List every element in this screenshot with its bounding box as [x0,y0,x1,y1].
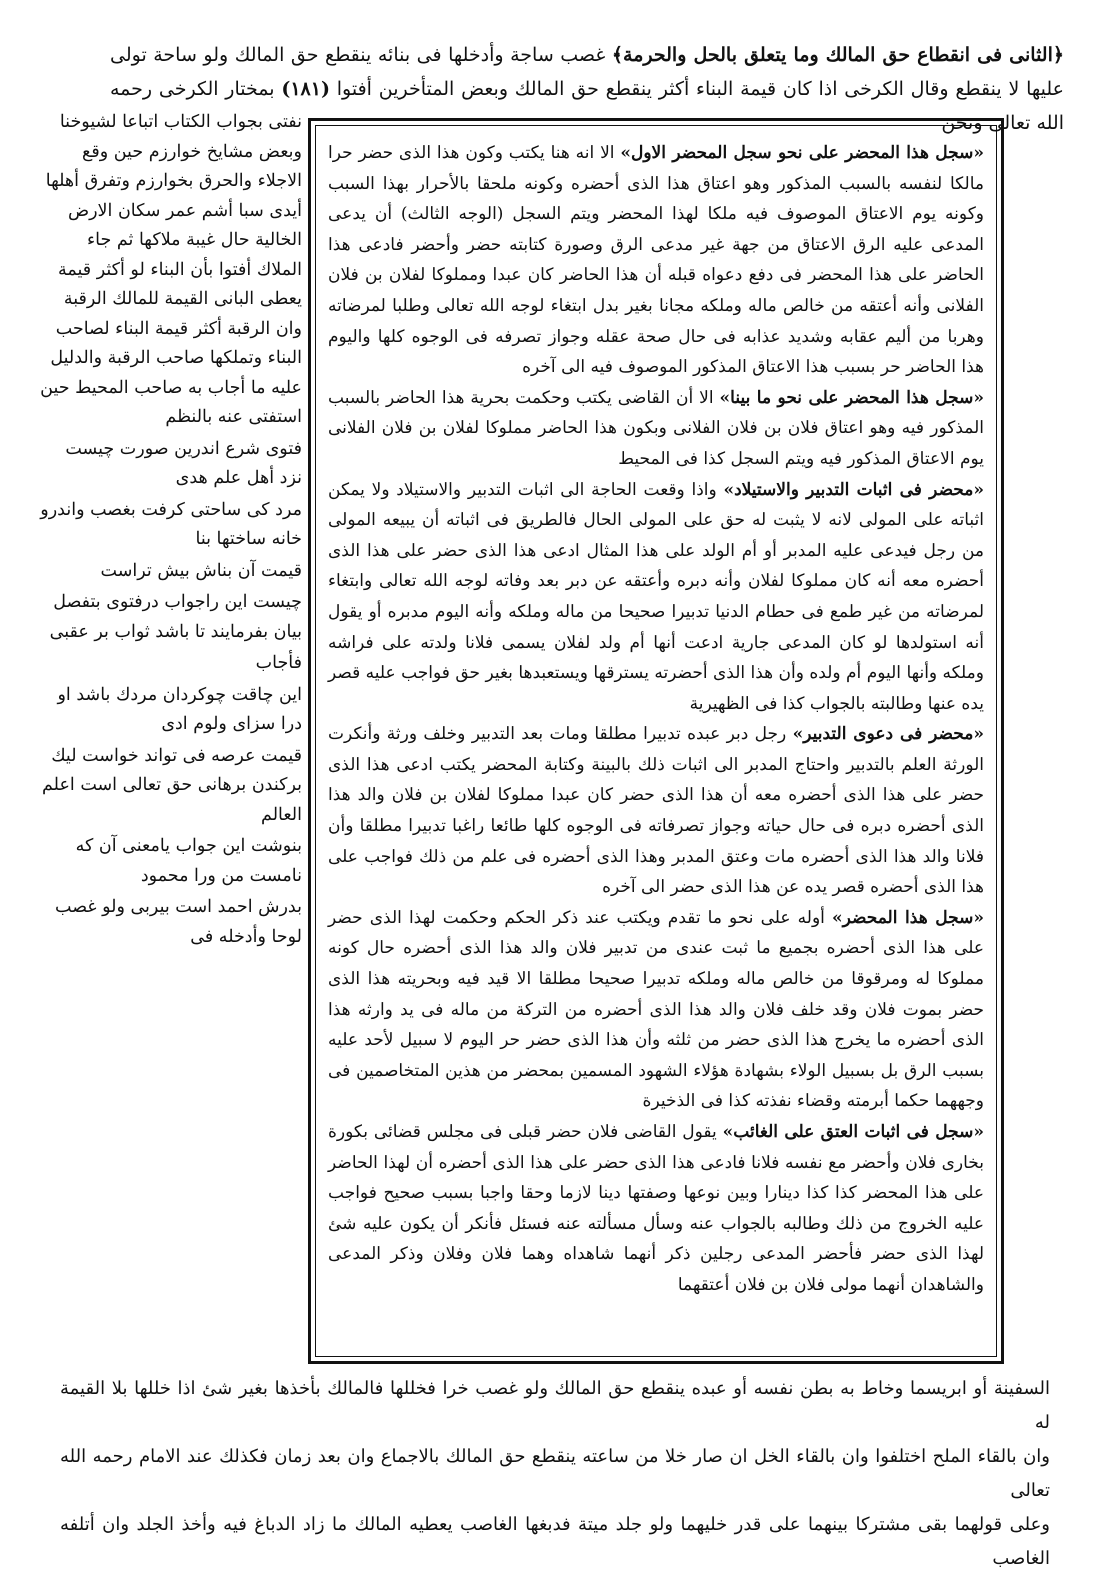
margin-verse: قيمت عرصه فى تواند خواست ليك بركندن برهانى حق تعالى است اعلم العالم [42,745,302,825]
main-text-body [315,125,997,1357]
paragraph [328,1117,984,1301]
paragraph-heading: «محضر فى اثبات التدبير والاستيلاد» [723,479,985,500]
main-text-frame [308,118,1004,1364]
footer-line: وان بالقاء الملح اختلفوا وان بالقاء الخل ان صار خلا من ساعته ينقطع حق المالك بالاجماع وان بعد زمان فكذلك عند الامام رحمه الله تعالى [60,1446,1050,1501]
paragraph-text: الا انه هنا يكتب وكون هذا الذى حضر حرا مالكا لنفسه بالسبب المذكور وهو اعتاق هذا الذى أحضره وكونه ملحقا بالأحرار بهذا السبب وكونه يوم الاعتاق الموصوف فيه ملكا لهذا المحضر ويتم السجل (الوجه الثالث) أن يدعى المدعى عليه الرق الاعتاق من جهة غير مدعى الرق وصورة كتابته حضر وأحضر فادعى هذا الحاضر على هذا المحضر فى دفع دعواه قبله أن هذا الحاضر كان عبدا ومملوكا لفلان بن فلان الفلانى وأنه أعتقه من خالص ماله وملكه مجانا بغير بدل ابتغاء لوجه الله تعالى وطلبا لمرضاته وهربا من أليم عقابه وشديد عذابه فى حال صحة عقله وجواز تصرفه فى الوجوه كلها واليوم هذا الحاضر حر بسبب هذا الاعتاق المذكور الموصوف فيه الى آخره [328,143,984,378]
margin-verse: بدرش احمد است بيربى ولو غصب لوحا وأدخله فى [55,897,302,947]
footer-line: السفينة أو ابريسما وخاط به بطن نفسه أو عبده ينقطع حق المالك ولو غصب خرا فخللها فالمالك بأخذها بغير شئ اذا خللها بلا القيمة له [60,1378,1050,1433]
footer-text [60,1372,1050,1576]
paragraph-heading: «سجل هذا المحضر» [832,907,985,928]
page-number: (١٨١) [281,78,330,100]
margin-verse: فأجاب [255,653,302,673]
margin-verse: فتوى شرع اندرين صورت چيست نزد أهل علم هدى [65,438,302,488]
paragraph [328,383,984,475]
paragraph-text: الا أن القاضى يكتب وحكمت بحرية هذا الحاضر بالسبب المذكور فيه وهو اعتاق فلان بن فلان الفلانى وبكون هذا الحاضر مملوكا لفلان بن فلان الفلانى يوم الاعتاق المذكور فيه ويتم السجل كذا فى المحيط [328,387,984,469]
margin-verse: اين چاقت چوكردان مردك باشد او درا سزاى ولوم ادى [57,684,302,734]
paragraph [328,903,984,1117]
header-text-line1: غصب ساجة وأدخلها فى بنائه ينقطع حق المالك ولو ساحة تولى عليها [110,44,1064,100]
paragraph-heading: «محضر فى دعوى التدبير» [792,724,984,745]
paragraph-heading: «سجل هذا المحضر على نحو ما بينا» [719,387,984,408]
paragraph [328,719,984,903]
paragraph [328,475,984,720]
paragraph-text: رجل دبر عبده تدبيرا مطلقا ومات بعد التدبير وخلف ورثة وأنكرت الورثة العلم بالتدبير واحتاج المدبر الى اثبات ذلك بالبينة وكتابة المحضر يكتب ادعى هذا الذى حضر على هذا الذى أحضره معه أن هذا الذى حضر كان عبدا مملوكا لفلان بن فلان والد هذا الذى أحضره دبره فى حال حياته وجواز تصرفاته فى الوجوه كلها طائعا راغبا تدبيرا مطلقا وأن فلانا والد هذا الذى أحضره مات وعتق المدبر وهذا الذى أحضره فى علم من ذلك فواجب على هذا الذى أحضره قصر يده عن هذا الذى حضر الى آخره [328,724,984,898]
paragraph-text: واذا وقعت الحاجة الى اثبات التدبير والاستيلاد ولا يمكن اثباته على المولى لانه لا يثبت له حق على المولى الحال فالطريق فى اثباته أن يبيعه المولى من رجل فيدعى عليه المدبر أو أم الولد على هذا المثال ادعى هذا الذى حضر على هذا الذى أحضره معه أنه كان مملوكا لفلان وأنه دبره وأعتقه عن دبر بعد وفاته لوجه الله تعالى وابتغاء لمرضاته من غير طمع فى حطام الدنيا تدبيرا صحيحا من ماله وملكه وأنه اليوم مدبره أو يقول أنه استولدها لو كان المدعى جارية ادعت أنها أم ولد لفلان يسمى فلانا ولدته على فراشه وملكه وأنها اليوم أم ولده وأن هذا الذى أحضرته يسترقها ويستعبدها بغير حق فواجب عليه قصر يده عنها وطالبته بالجواب كذا فى الظهيرية [328,479,984,714]
margin-paragraph: نفتى بجواب الكتاب اتباعا لشيوخنا وبعض مشايخ خوارزم حين وقع الاجلاء والحرق بخوارزم وتفرق أهلها أيدى سبا أشم عمر سكان الارض الخالية حال غيبة ملاكها ثم جاء الملاك أفتوا بأن البناء لو أكثر قيمة يعطى البانى القيمة للمالك الرقبة وان الرقبة أكثر قيمة البناء لصاحب البناء وتملكها صاحب الرقبة والدليل عليه ما أجاب به صاحب المحيط حين استفتى عنه بالنظم [40,112,302,427]
margin-verse: مرد كى ساحتى كرفت بغصب واندرو خانه ساختها بنا [40,499,302,549]
paragraph-text: يقول القاضى فلان حضر قبلى فى مجلس قضائى بكورة بخارى فلان وأحضر مع نفسه فلانا فادعى هذا الذى حضر على هذا الذى أحضره أن لهذا الحاضر على هذا المحضر كذا كذا دينارا وبين نوعها وصفتها دينا لازما وحقا واجبا بسبب صحيح فواجب عليه الخروج من ذلك وطالبه بالجواب عنه وسأل مسألته عنه فسئل فأنكر أن يكون عليه شئ لهذا الذى حضر فأحضر المدعى رجلين ذكر أنهما شاهداه وهما فلان وفلان وذكر المدعى والشاهدان أنهما مولى فلان بن فلان أعتقهما [328,1122,984,1295]
footer-line: وعلى قولهما بقى مشتركا بينهما على قدر خليهما ولو جلد ميتة فدبغها الغاصب يعطيه المالك ما زاد الدباغ فيه وأخذ الجلد وان أتلفه الغاصب [60,1514,1050,1569]
header-text-line2a: لا ينقطع وقال الكرخى اذا كان قيمة البناء أكثر ينقطع حق المالك وبعض المتأخرين أفتوا [336,78,1020,100]
paragraph-heading: «سجل هذا المحضر على نحو سجل المحضر الاول» [620,143,984,163]
margin-verse: بنوشت اين جواب يامعنى آن كه نامست من ورا محمود [75,836,302,886]
section-title: ﴿الثانى فى انقطاع حق المالك وما يتعلق بالحل والحرمة﴾ [611,44,1065,66]
margin-verse: قيمت آن بناش بيش تراست [100,560,302,581]
header-text-line2b: بمختار الكرخى رحمه الله تعالى ونحن [110,78,1064,134]
paragraph [328,138,984,383]
margin-verse: چيست اين راجواب درفتوى بتفصل بيان بفرمايند تا باشد ثواب بر عقبى [49,592,302,642]
paragraph-text: أوله على نحو ما تقدم ويكتب عند ذكر الحكم وحكمت لهذا الذى حضر على هذا الذى أحضره بجميع ما ثبت عندى من تدبير فلان والد هذا الذى أحضره حال كونه مملوكا له ومرقوقا من خالص ماله وملكه تدبيرا صحيحا مطلقا الا قيد فيه وبحريته هذا الذى حضر بموت فلان وقد خلف فلان والد هذا الذى أحضره من التركة من ماله فى يد وارثه هذا الذى أحضره ما يخرج هذا الذى حضر من ثلثه وأن هذا الذى حضر حر اليوم لا سبيل لأحد عليه بسبب الرق بل بسبيل الولاء بشهادة هؤلاء الشهود المسمين بمحضر من هذين المتخاصمين فى وجههما حكما أبرمته وقضاء نفذته كذا فى الذخيرة [328,907,984,1112]
paragraph-heading: «سجل فى اثبات العتق على الغائب» [722,1122,985,1142]
margin-commentary [40,108,302,954]
